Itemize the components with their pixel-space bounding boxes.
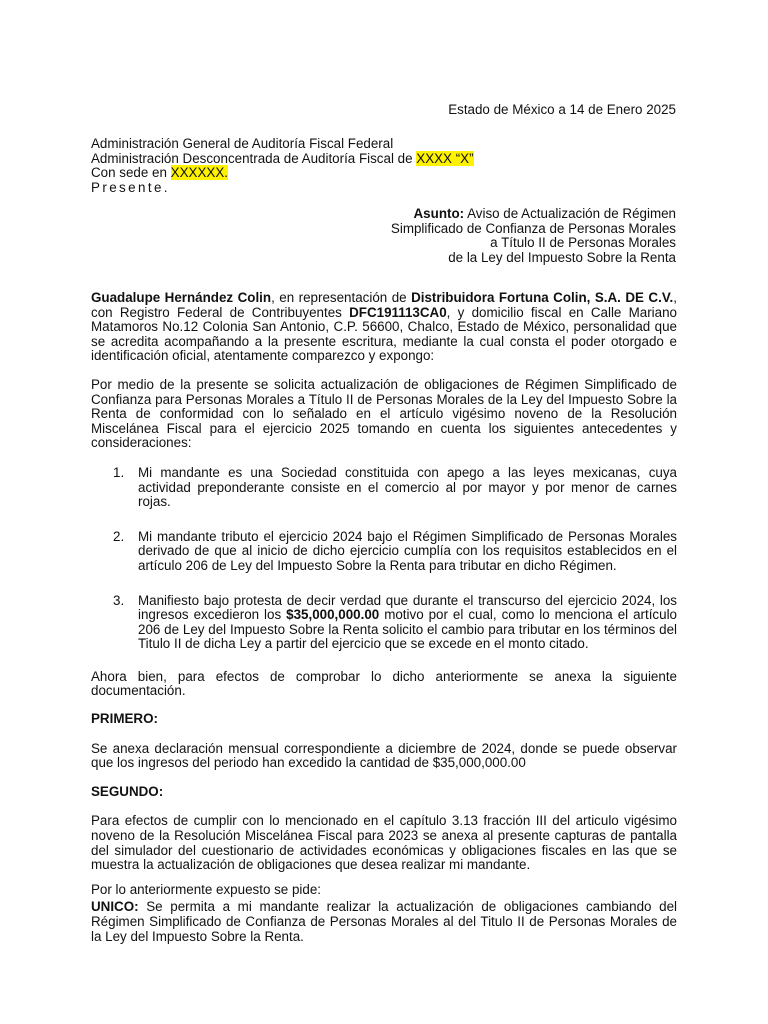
- list-item-number: 1.: [113, 464, 125, 480]
- addressee-block: [91, 137, 474, 195]
- closing-intro: Por lo anteriormente expuesto se pide:: [91, 881, 322, 897]
- list-item-text: Mi mandante es una Sociedad constituida con apego a las leyes mexicanas, cuya actividad preponderante consiste en el comercio al por mayor y por menor de carnes rojas.: [138, 464, 677, 510]
- list-item-number: 2.: [113, 528, 125, 544]
- unique-label: UNICO:: [91, 899, 139, 915]
- placeholder-office-highlight: XXXX “X”: [416, 150, 474, 166]
- subject-line-2: Simplificado de Confianza de Personas Morales: [390, 220, 676, 236]
- list-item: [91, 594, 677, 652]
- first-text: Se anexa declaración mensual correspondiente a diciembre de 2024, donde se puede observar que los ingresos del periodo han excedido la cantidad de $35,000,000.00: [91, 740, 677, 771]
- subject-block: [356, 207, 676, 265]
- addressee-line-1: Administración General de Auditoría Fiscal Federal: [91, 136, 394, 151]
- subject-label: Asunto:: [413, 206, 465, 221]
- addressee-line-2: [91, 152, 474, 167]
- placeholder-seat-highlight: XXXXXX.: [170, 165, 228, 180]
- subject-line-4: de la Ley del Impuesto Sobre la Renta: [448, 249, 676, 265]
- subject-line-1: [356, 207, 676, 222]
- request-paragraph: Por medio de la presente se solicita actualización de obligaciones de Régimen Simplificado de Confianza para Personas Morales a Título II de Personas Morales de la Ley del Impuesto Sobre la Renta de conformidad con lo señalado en el artículo vigésimo noveno de la Resolución Miscelánea Fiscal para el ejercicio 2025 tomando en cuenta los siguientes antecedentes y consideraciones:: [91, 376, 677, 451]
- addressee-line-2-text: Administración Desconcentrada de Auditoría Fiscal de: [91, 150, 417, 166]
- letter-body: [91, 291, 677, 944]
- second-text: Para efectos de cumplir con lo mencionado en el capítulo 3.13 fracción III del articulo vigésimo noveno de la Resolución Miscelánea Fiscal para 2023 se anexa al presente capturas de pantalla del simulador del cuestionario de actividades económicas y obligaciones fiscales en las que se muestra la actualización de obligaciones que desea realizar mi mandante.: [91, 813, 677, 873]
- background-list: [91, 466, 677, 652]
- annex-intro: Ahora bien, para efectos de comprobar lo dicho anteriormente se anexa la siguiente documentación.: [91, 668, 677, 699]
- list-item-text: Mi mandante tributo el ejercicio 2024 bajo el Régimen Simplificado de Personas Morales derivado de que al inicio de dicho ejercicio cumplía con los requisitos establecidos en el artículo 206 de Ley del Impuesto Sobre la Renta para tributar en dicho Régimen.: [138, 528, 677, 573]
- representative-name: Guadalupe Hernández Colin: [91, 290, 272, 305]
- presente-line: Presente.: [91, 179, 170, 195]
- unique-request: [91, 900, 677, 944]
- list-item: [91, 530, 677, 574]
- income-amount: $35,000,000.00: [286, 607, 380, 623]
- second-heading: SEGUNDO:: [91, 783, 164, 799]
- addressee-line-3-text: Con sede en: [91, 165, 171, 180]
- list-item-text-before: Manifiesto bajo protesta de decir verdad que durante el transcurso del ejercicio 2024, los ingresos excedieron los: [138, 592, 677, 623]
- date-line: Estado de México a 14 de Enero 2025: [448, 102, 676, 117]
- intro-text-3: , y domicilio fiscal en Calle Mariano Matamoros No.12 Colonia San Antonio, C.P. 56600, Chalco, Estado de México, personalidad que se acredita acompañando a la presente escritura, mediante la cual consta el poder otorgado e identificación oficial, atentamente comparezco y expongo:: [91, 304, 678, 364]
- unique-text: Se permita a mi mandante realizar la actualización de obligaciones cambiando del Régimen Simplificado de Confianza de Personas Morales al del Titulo II de Personas Morales de la Ley del Impuesto Sobre la Renta.: [91, 899, 677, 944]
- list-item-number: 3.: [113, 592, 125, 608]
- intro-text-2: , con Registro Federal de Contribuyentes: [91, 290, 677, 320]
- intro-paragraph: [91, 291, 677, 364]
- list-item-text-after: motivo por el cual, como lo menciona el artículo 206 de Ley del Impuesto Sobre la Renta solicito el cambio para tributar en los términos del Titulo II de dicha Ley a partir del ejercicio que se excede en el monto citado.: [138, 607, 677, 652]
- addressee-line-3: [91, 166, 474, 181]
- list-item: [91, 466, 677, 510]
- subject-line-3: a Título II de Personas Morales: [490, 235, 676, 250]
- company-name: Distribuidora Fortuna Colin, S.A. DE C.V.: [411, 290, 674, 305]
- first-heading: PRIMERO:: [91, 711, 158, 727]
- intro-text-1: , en representación de: [271, 290, 412, 305]
- rfc-code: DFC191113CA0: [349, 304, 447, 320]
- subject-text-1: Aviso de Actualización de Régimen: [467, 206, 676, 221]
